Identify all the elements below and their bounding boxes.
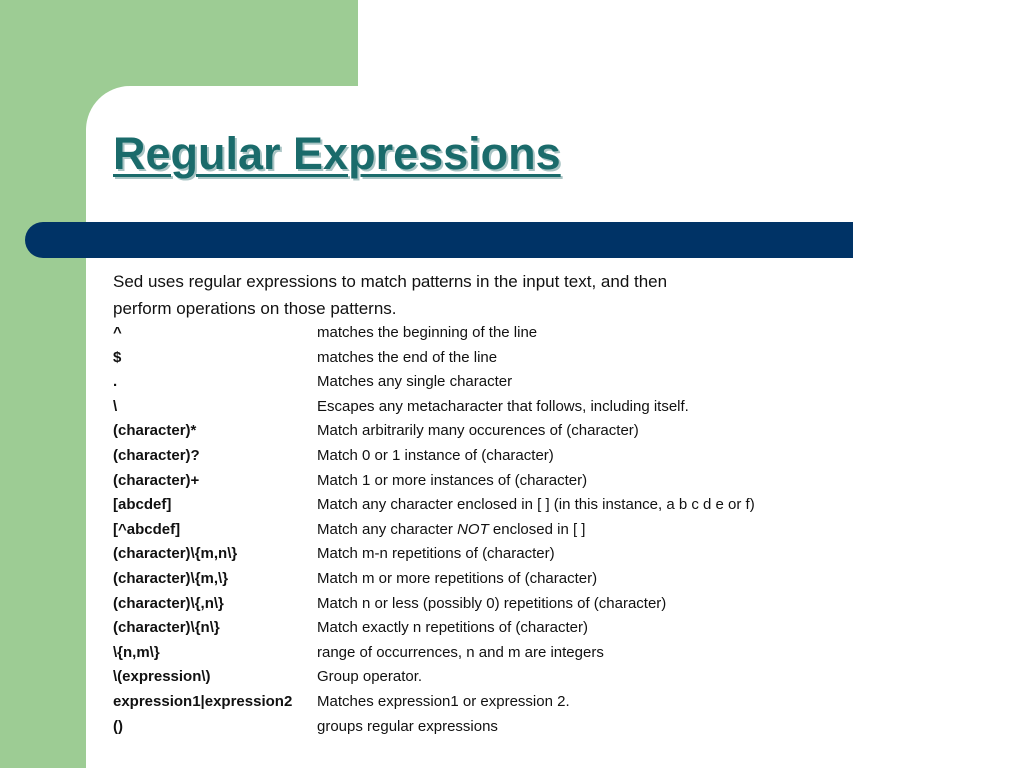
regex-pattern: ^ <box>113 324 122 341</box>
regex-row <box>113 715 993 740</box>
regex-row <box>113 542 993 567</box>
regex-description: Match exactly n repetitions of (character) <box>317 619 588 637</box>
intro-highlight-patterns: patterns <box>411 272 472 291</box>
regex-row <box>113 518 993 543</box>
regex-row <box>113 665 993 690</box>
regex-row <box>113 321 993 346</box>
regex-row <box>113 641 993 666</box>
regex-row <box>113 616 993 641</box>
regex-pattern: . <box>113 373 118 391</box>
regex-pattern: (character)* <box>113 422 197 440</box>
regex-pattern: $ <box>113 348 122 366</box>
regex-row <box>113 592 993 617</box>
regex-description: Matches expression1 or expression 2. <box>317 692 570 710</box>
regex-row <box>113 690 993 715</box>
intro-paragraph <box>113 268 873 322</box>
regex-row <box>113 567 993 592</box>
regex-row <box>113 469 993 494</box>
regex-description: Match 0 or 1 instance of (character) <box>317 446 554 464</box>
regex-description: matches the beginning of the line <box>317 324 538 341</box>
regex-pattern: (character)\{m,n\} <box>113 545 238 563</box>
regex-pattern: (character)\{n\} <box>113 619 220 637</box>
regex-pattern: () <box>113 717 123 735</box>
desc-before: Match any character <box>317 520 458 538</box>
intro-text-before: Sed uses regular expressions to match <box>113 272 412 291</box>
intro-line-2: perform operations on those patterns. <box>113 299 397 318</box>
regex-pattern: (character)\{m,\} <box>113 569 229 587</box>
intro-text-after: in the input text, and then <box>471 272 668 291</box>
regex-row <box>113 395 993 420</box>
regex-row <box>113 419 993 444</box>
regex-table <box>113 321 993 739</box>
regex-pattern: [^abcdef] <box>113 520 181 538</box>
regex-row <box>113 444 993 469</box>
intro-line-1 <box>113 268 873 295</box>
regex-row <box>113 493 993 518</box>
regex-pattern: \{n,m\} <box>113 643 160 661</box>
regex-description: Escapes any metacharacter that follows, including itself. <box>317 397 689 415</box>
regex-pattern: \ <box>113 397 118 415</box>
regex-pattern: (character)? <box>113 446 200 464</box>
regex-row <box>113 370 993 395</box>
regex-description: groups regular expressions <box>317 717 498 735</box>
regex-description: Match m-n repetitions of (character) <box>317 545 555 563</box>
regex-row <box>113 346 993 371</box>
regex-description: Match any character enclosed in [ ] (in this instance, a b c d e or f) <box>317 496 755 514</box>
regex-pattern: \(expression\) <box>113 668 211 686</box>
regex-description: range of occurrences, n and m are integers <box>317 643 604 661</box>
regex-pattern: (character)+ <box>113 471 200 489</box>
regex-description: Match 1 or more instances of (character) <box>317 471 588 489</box>
slide-title: Regular Expressions <box>113 128 561 179</box>
regex-description: Matches any single character <box>317 373 513 391</box>
regex-description: Match n or less (possibly 0) repetitions of (character) <box>317 594 667 612</box>
regex-pattern: (character)\{,n\} <box>113 594 224 612</box>
title-divider-bar <box>25 222 853 258</box>
regex-pattern: [abcdef] <box>113 496 172 514</box>
desc-emphasis: NOT <box>457 520 489 538</box>
regex-pattern: expression1|expression2 <box>113 692 293 710</box>
regex-description <box>317 518 585 543</box>
regex-description: Match m or more repetitions of (character) <box>317 569 598 587</box>
desc-after: enclosed in [ ] <box>488 520 586 538</box>
regex-description: Match arbitrarily many occurences of (character) <box>317 422 639 440</box>
regex-description: Group operator. <box>317 668 423 686</box>
regex-description: matches the end of the line <box>317 348 498 366</box>
